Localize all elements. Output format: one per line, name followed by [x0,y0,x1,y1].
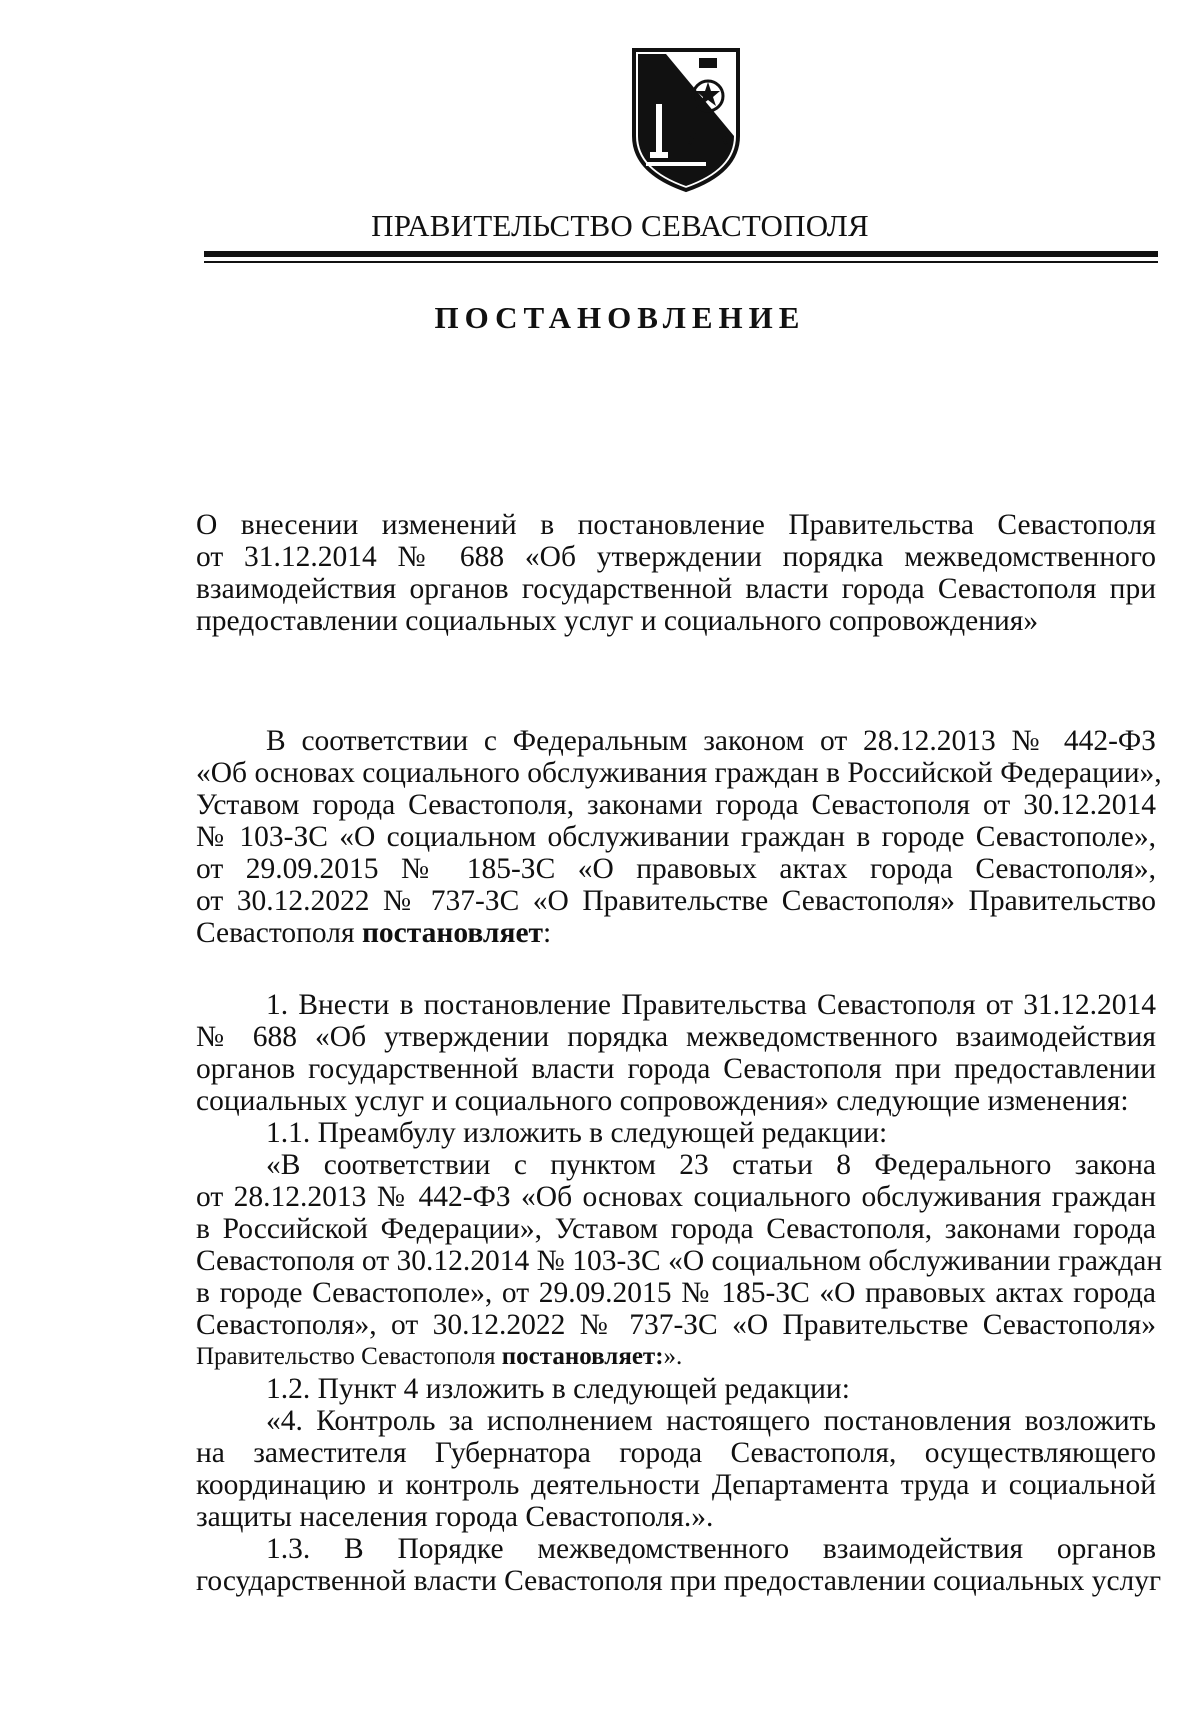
title-line: от 31.12.2014 № 688 «Об утверждении порядка межведомственного [196,541,1156,573]
preamble-final-text: Севастополя [196,917,362,949]
amendment-line: 1. Внести в постановление Правительства Севастополя от 31.12.2014 [266,989,1156,1021]
amendment-line: органов государственной власти города Севастополя при предоставлении [196,1053,1156,1085]
amendment-line: координацию и контроль деятельности Департамента труда и социальной [196,1469,1156,1501]
title-line: О внесении изменений в постановление Правительства Севастополя [196,509,1156,541]
small-line-end: ». [663,1343,683,1370]
preamble-line: от 29.09.2015 № 185-ЗС «О правовых актах города Севастополя», [196,853,1156,885]
preamble-final-punct: : [543,917,552,949]
amendment-line: на заместителя Губернатора города Севастополя, осуществляющего [196,1437,1156,1469]
header-rule-thin [204,261,1158,263]
amendments-section [196,989,1163,1597]
amendment-line: в Российской Федерации», Уставом города Севастополя, законами города [196,1213,1156,1245]
amendment-line: Севастополя от 30.12.2014 № 103-ЗС «О социальном обслуживании граждан [196,1245,1163,1277]
preamble-line: Уставом города Севастополя, законами города Севастополя от 30.12.2014 [196,789,1156,821]
resolves-word: постановляет [361,917,544,949]
organization-name: ПРАВИТЕЛЬСТВО СЕВАСТОПОЛЯ [371,208,869,243]
preamble-line: № 103-ЗС «О социальном обслуживании граждан в городе Севастополе», [196,821,1156,853]
amendment-line: защиты населения города Севастополя.». [196,1501,714,1533]
amendment-line: № 688 «Об утверждении порядка межведомственного взаимодействия [196,1021,1156,1053]
title-line: взаимодействия органов государственной власти города Севастополя при [196,573,1156,605]
small-line-text: Правительство Севастополя [196,1343,502,1370]
amendment-line: Севастополя», от 30.12.2022 № 737-ЗС «О Правительстве Севастополя» [196,1309,1156,1341]
small-line-bold: постановляет: [501,1343,664,1370]
preamble-line: В соответствии с Федеральным законом от 28.12.2013 № 442-ФЗ [266,725,1156,757]
amendment-line: в городе Севастополе», от 29.09.2015 № 185-ЗС «О правовых актах города [196,1277,1156,1309]
preamble-paragraph [196,725,1162,949]
preamble-line: от 30.12.2022 № 737-ЗС «О Правительстве Севастополя» Правительство [196,885,1156,917]
amendment-line-small [196,1341,1156,1373]
document-type: ПОСТАНОВЛЕНИЕ [434,300,806,335]
coat-of-arms-icon [628,44,744,194]
amendment-line: от 28.12.2013 № 442-ФЗ «Об основах социального обслуживания граждан [196,1181,1156,1213]
document-title [196,509,1156,637]
amendment-line: «4. Контроль за исполнением настоящего постановления возложить [266,1405,1156,1437]
amendment-line: «В соответствии с пунктом 23 статьи 8 Федерального закона [266,1149,1156,1181]
header-rule-thick [204,251,1158,257]
title-line: предоставлении социальных услуг и социального сопровождения» [196,605,1039,637]
amendment-line: 1.2. Пункт 4 изложить в следующей редакции: [266,1373,850,1405]
amendment-line: 1.3. В Порядке межведомственного взаимодействия органов [266,1533,1156,1565]
preamble-line: «Об основах социального обслуживания граждан в Российской Федерации», [196,757,1162,789]
preamble-line-final [196,917,1156,949]
amendment-line: социальных услуг и социального сопровождения» следующие изменения: [196,1085,1129,1117]
amendment-line: 1.1. Преамбулу изложить в следующей редакции: [266,1117,888,1149]
amendment-line: государственной власти Севастополя при предоставлении социальных услуг [196,1565,1162,1597]
